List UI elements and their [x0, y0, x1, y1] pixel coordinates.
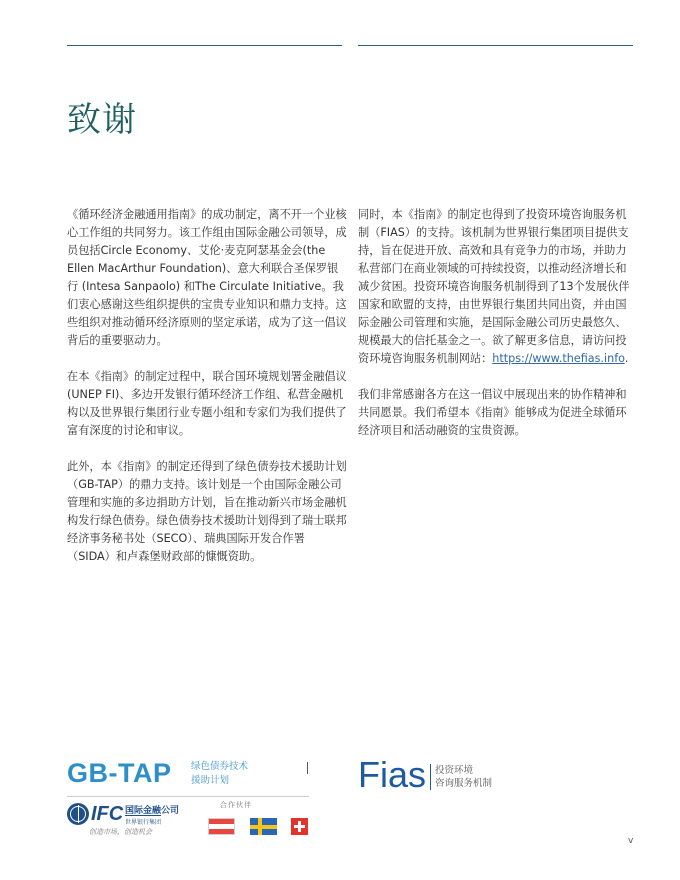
ifc-world-bank-group: 世界银行集团	[125, 815, 161, 826]
gbtap-divider	[307, 762, 308, 774]
partners-label: 合作伙伴	[220, 801, 252, 809]
top-rule-left	[67, 45, 342, 46]
paragraph-fias-support	[358, 206, 630, 368]
gbtap-subtitle-line1: 绿色债券技术	[191, 761, 249, 772]
fias-website-link[interactable]: https://www.thefias.info	[492, 352, 625, 365]
paragraph-discussions: 在本《指南》的制定过程中，联合国环境规划署金融倡议 (UNEP FI)、多边开发银行循环经济工作组、私营金融机构以及世界银行集团行业专题小组和专家们为我们提供了富有深度的讨论和审议。	[67, 370, 347, 437]
gbtap-subtitle	[191, 760, 248, 788]
paragraph-thanks: 我们非常感谢各方在这一倡议中展现出来的协作精神和共同愿景。我们希望本《指南》能够成为促进全球循环经济项目和活动融资的宝贵资源。	[358, 388, 627, 437]
page-number: v	[628, 836, 634, 846]
switzerland-flag-icon	[291, 818, 308, 835]
luxembourg-flag-icon	[208, 818, 235, 835]
left-column	[67, 206, 347, 584]
fias-support-end: .	[624, 352, 629, 365]
ifc-chinese-name: 国际金融公司	[125, 806, 180, 816]
fias-name-line2: 咨询服务机制	[435, 778, 493, 789]
footer-divider-line	[67, 796, 309, 797]
fias-divider	[430, 764, 431, 790]
ifc-wordmark: IFC	[91, 803, 124, 825]
paragraph-core-working-group: 《循环经济金融通用指南》的成功制定，离不开一个业核心工作组的共同努力。该工作组由国际金融公司领导，成员包括Circle Economy、艾伦·麦克阿瑟基金会(the Ellen MacArthur Foundation)、意大利联合圣保罗银行 (Intesa Sanpaolo) 和The Circulate Initiative。我们衷心感谢这些组织提供的宝贵专业知识和鼎力支持。这些组织对推动循环经济原则的坚定承诺，成为了这一倡议背后的重要驱动力。	[67, 208, 347, 347]
page-title: 致谢	[67, 100, 137, 140]
sweden-flag-icon	[250, 818, 277, 835]
fias-wordmark: Fias	[358, 754, 427, 795]
gbtap-logo	[67, 758, 317, 792]
fias-logo	[358, 754, 558, 798]
gbtap-subtitle-line2: 援助计划	[191, 775, 230, 786]
gbtap-wordmark: GB-TAP	[67, 758, 172, 788]
fias-support-text: 同时，本《指南》的制定也得到了投资环境咨询服务机制（FIAS）的支持。该机制为世界银行集团项目提供支持，旨在促进开放、高效和具有竞争力的市场，并助力私营部门在商业领域的可持续投资，以推动经济增长和减少贫困。投资环境咨询服务机制得到了13个发展伙伴国家和欧盟的支持，由世界银行集团共同出资，并由国际金融公司管理和实施，是国际金融公司历史最悠久、规模最大的信托基金之一。欲了解更多信息，请访问投资环境咨询服务机制网站：	[358, 208, 630, 365]
fias-chinese-name	[435, 764, 492, 790]
paragraph-gbtap-support: 此外，本《指南》的制定还得到了绿色债券技术援助计划（GB-TAP）的鼎力支持。该计划是一个由国际金融公司管理和实施的多边捐助方计划，旨在推动新兴市场金融机构发行绿色债券。绿色债券技术援助计划得到了瑞士联邦经济事务秘书处（SECO）、瑞典国际开发合作署（SIDA）和卢森堡财政部的慷慨资助。	[67, 460, 347, 563]
ifc-logo	[67, 802, 217, 840]
globe-icon	[67, 803, 89, 825]
fias-name-line1: 投资环境	[435, 765, 474, 776]
ifc-slogan: 创造市场，创造机会	[89, 828, 152, 836]
top-rule-right	[358, 45, 633, 46]
right-column	[358, 206, 630, 458]
